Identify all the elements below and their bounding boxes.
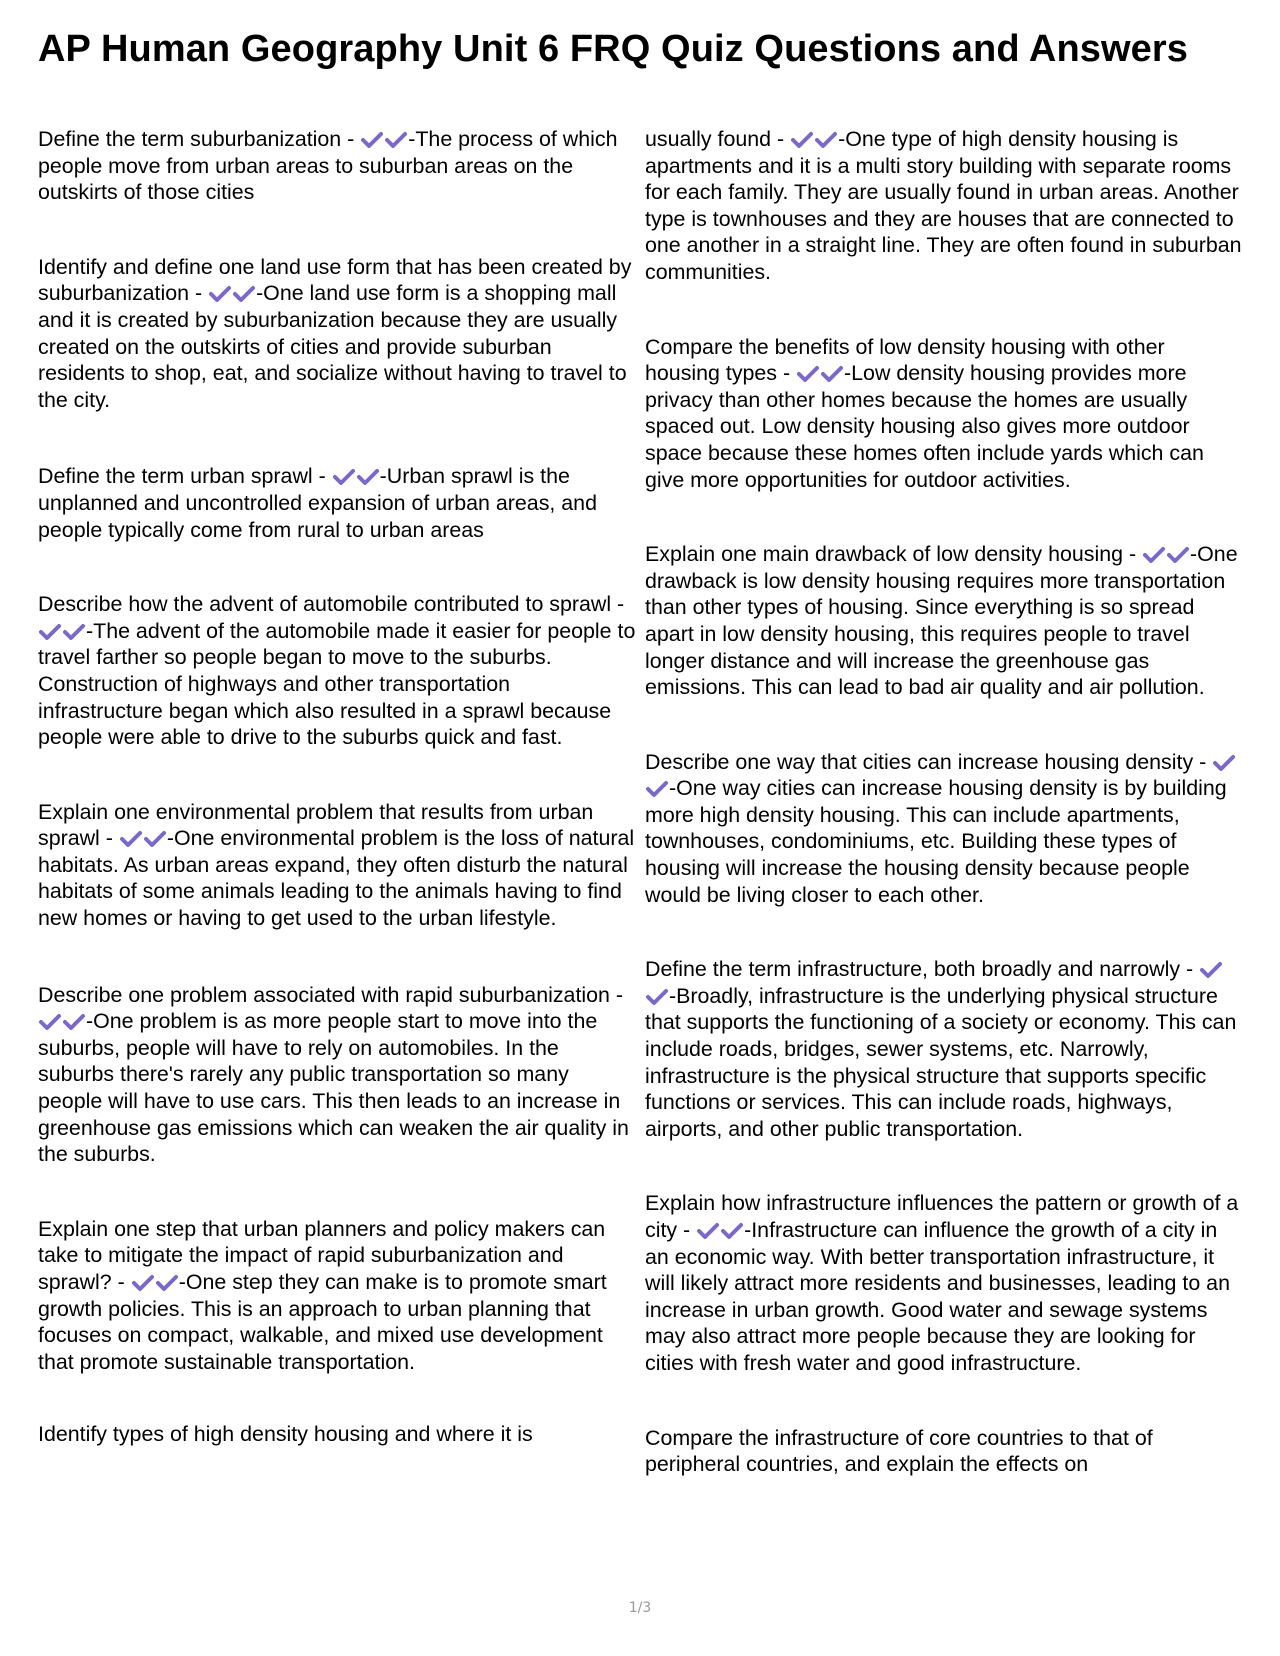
answer-text: -One way cities can increase housing density is by building more high density housing. This can include apartments, townhouses, condominiums, etc. Building these types of housing will increase the housing density because people would be living closer to each other. — [645, 776, 1227, 907]
page-title: AP Human Geography Unit 6 FRQ Quiz Questions and Answers — [38, 28, 1188, 70]
answer-text: -Broadly, infrastructure is the underlying physical structure that supports the functioning of a society or economy. This can include roads, bridges, sewer systems, etc. Narrowly, infrastructure is the physical structure that supports specific functions or services. This can include roads, highways, airports, and other public transportation. — [645, 983, 1237, 1141]
check-mark-icon — [39, 623, 61, 641]
qa-entry — [38, 982, 638, 1168]
question-text: Explain one environmental problem that results from urban sprawl - — [38, 799, 594, 851]
qa-entry — [38, 799, 638, 932]
left-column — [38, 126, 638, 1496]
check-mark-icon — [144, 830, 166, 848]
check-mark-icon — [1167, 546, 1189, 564]
qa-entry — [38, 254, 638, 414]
answer-text: -One drawback is low density housing requires more transportation than other types of housing. Since everything is so spread apart in low density housing, this requires people to travel longer distance and will increase the greenhouse gas emissions. This can lead to bad air quality and air pollution. — [645, 542, 1238, 700]
answer-text: -One land use form is a shopping mall and it is created by suburbanization because they are usually created on the outskirts of cities and provide suburban residents to shop, eat, and socialize without having to travel to the city. — [38, 281, 627, 412]
qa-entry — [645, 1425, 1245, 1478]
check-mark-icon — [333, 468, 355, 486]
check-mark-icon — [209, 285, 231, 303]
check-mark-icon — [63, 623, 85, 641]
question-text: Define the term infrastructure, both broadly and narrowly - — [645, 957, 1194, 982]
question-text: Explain one step that urban planners and policy makers can take to mitigate the impact of rapid suburbanization and sprawl? - — [38, 1216, 606, 1294]
answer-text: -Low density housing provides more privacy than other homes because the homes are usually spaced out. Low density housing also gives more outdoor space because these homes often include yards which can give more opportunities for outdoor activities. — [645, 361, 1204, 492]
question-text: Explain how infrastructure influences the pattern or growth of a city - — [645, 1191, 1239, 1242]
answer-text: -One problem is as more people start to move into the suburbs, people will have to rely on automobiles. In the suburbs there's rarely any public transportation so many people will have to use cars. This then leads to an increase in greenhouse gas emissions which can weaken the air quality in the suburbs. — [38, 1009, 629, 1167]
qa-entry — [38, 1421, 638, 1448]
answer-text: -The process of which people move from urban areas to suburban areas on the outskirts of those cities — [38, 127, 618, 205]
question-text: Identify and define one land use form that has been created by suburbanization - — [38, 254, 632, 306]
check-mark-icon — [721, 1222, 743, 1240]
question-text: Identify types of high density housing and where it is — [38, 1422, 533, 1447]
question-text: Describe how the advent of automobile contributed to sprawl - — [38, 592, 625, 617]
check-mark-icon — [791, 131, 813, 149]
check-mark-icon — [1213, 754, 1235, 772]
qa-entry — [38, 591, 638, 751]
answer-text: -One environmental problem is the loss of natural habitats. As urban areas expand, they often disturb the natural habitats of some animals leading to the animals having to find new homes or having to get used to the urban lifestyle. — [38, 826, 635, 931]
answer-text: -Urban sprawl is the unplanned and uncontrolled expansion of urban areas, and people typically come from rural to urban areas — [38, 464, 597, 542]
qa-entry — [645, 1190, 1245, 1376]
check-mark-icon — [1143, 546, 1165, 564]
right-column — [645, 126, 1245, 1526]
qa-entry — [38, 126, 638, 206]
check-mark-icon — [156, 1274, 178, 1292]
question-text: Describe one problem associated with rapid suburbanization - — [38, 982, 623, 1007]
check-mark-icon — [385, 131, 407, 149]
check-mark-icon — [697, 1222, 719, 1240]
qa-entry — [645, 541, 1245, 701]
page-number: 1/3 — [628, 1600, 652, 1616]
answer-text: -One step they can make is to promote smart growth policies. This is an approach to urban planning that focuses on compact, walkable, and mixed use development that promote sustainable transportation. — [38, 1270, 607, 1374]
check-mark-icon — [1200, 961, 1222, 979]
question-text: Define the term suburbanization - — [38, 127, 355, 151]
check-mark-icon — [797, 365, 819, 383]
qa-entry — [645, 334, 1245, 494]
check-mark-icon — [821, 365, 843, 383]
qa-entry — [645, 956, 1245, 1142]
question-text: Define the term urban sprawl - — [38, 464, 326, 489]
answer-text: -Infrastructure can influence the growth of a city in an economic way. With better transportation infrastructure, it will likely attract more residents and businesses, leading to an increase in urban growth. Good water and sewage systems may also attract more people because they are looking for cities with fresh water and good infrastructure. — [645, 1218, 1230, 1375]
check-mark-icon — [120, 830, 142, 848]
answer-text: -The advent of the automobile made it easier for people to travel farther so people began to move to the suburbs. Construction of highways and other transportation infrastructure began which also resulted in a sprawl because people were able to drive to the suburbs quick and fast. — [38, 618, 636, 750]
check-mark-icon — [39, 1013, 61, 1031]
qa-entry — [38, 1216, 638, 1376]
question-text: usually found - — [645, 127, 785, 151]
check-mark-icon — [646, 780, 668, 798]
qa-entry — [645, 126, 1245, 286]
check-mark-icon — [357, 468, 379, 486]
answer-text: -One type of high density housing is apartments and it is a multi story building with separate rooms for each family. They are usually found in urban areas. Another type is townhouses and they are houses that are connected to one another in a straight line. They are often found in suburban communities. — [645, 127, 1242, 284]
check-mark-icon — [815, 131, 837, 149]
check-mark-icon — [63, 1013, 85, 1031]
question-text: Compare the infrastructure of core countries to that of peripheral countries, and explain the effects on — [645, 1425, 1153, 1477]
question-text: Compare the benefits of low density housing with other housing types - — [645, 334, 1165, 386]
question-text: Describe one way that cities can increase housing density - — [645, 749, 1207, 774]
qa-entry — [645, 749, 1245, 909]
check-mark-icon — [361, 131, 383, 149]
check-mark-icon — [132, 1274, 154, 1292]
question-text: Explain one main drawback of low density housing - — [645, 542, 1137, 567]
qa-entry — [38, 463, 638, 543]
check-mark-icon — [233, 285, 255, 303]
check-mark-icon — [646, 988, 668, 1006]
